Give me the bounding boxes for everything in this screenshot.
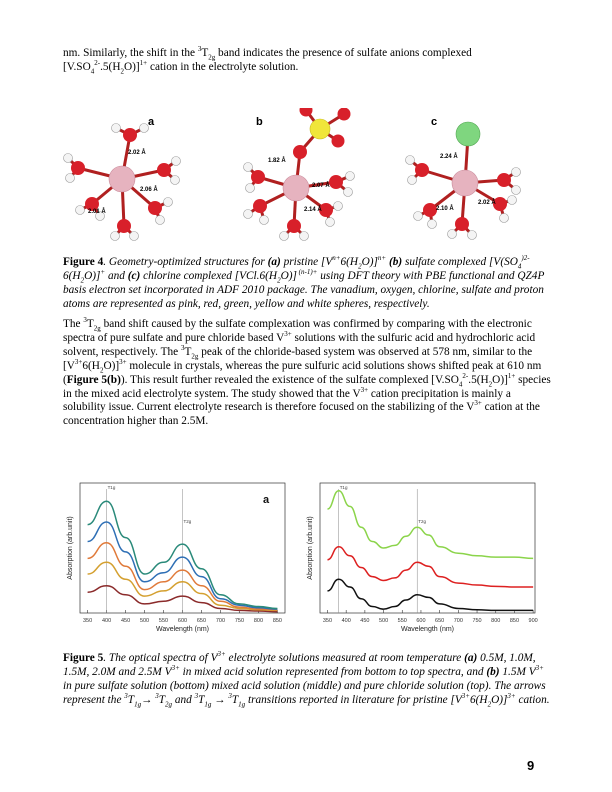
x-tick-label: 550 [158,618,169,624]
bond-length: 2.14 Å [304,207,322,213]
x-tick-label: 400 [341,618,351,624]
x-tick-label: 500 [378,618,389,624]
x-tick-label: 850 [509,618,520,624]
x-tick-label: 850 [272,618,283,624]
series-line-pure-sulfate-solution [327,579,533,610]
x-tick-label: 900 [528,618,538,624]
panel-label-a: a [148,116,155,128]
x-tick-label: 750 [234,618,245,624]
chlorine-atom [456,122,480,146]
bond-length: 2.24 Å [440,154,458,160]
figure-5-caption: Figure 5. The optical spectra of $V^{3+}$ electrolyte solutions measured at room temperature (a) 0.5M, 1.0M, 1.5M, 2.0M and 2.5M $V^{3+}$ in mixed acid solution represented from bottom to top spectra, and (b) 1.5M $V^{3+}$ in pure sulfate solution (bottom) mixed acid solution (middle) and pure chloride solution (top). The arrows represent the $^3T_{1g}\to ^3T_{2g}$ and $^3T_{1g} \to ^3T_{1g}$ transitions reported in literature for pristine $[V^{3+}6(H_2O)]^{3+}$ cation. [63,650,550,708]
page-number: 9 [527,758,535,773]
y-axis-label: Absorption (arb.unit) [307,516,314,580]
molecule-c [406,122,521,240]
x-tick-label: 400 [101,618,112,624]
x-tick-label: 700 [215,618,226,624]
transition-label: T2g [183,519,192,524]
molecule-a [64,124,181,241]
bond-length: 1.82 Å [268,158,286,164]
bond-length: 2.06 Å [140,187,158,193]
sulfur-atom [310,119,330,139]
bond-length: 2.02 Å [478,200,496,206]
transition-label: T1g [339,485,348,490]
panel-label-c: c [431,116,438,128]
x-tick-label: 800 [491,618,501,624]
vanadium-atom-b [283,175,309,201]
panel-label-b: b [256,116,263,128]
x-tick-label: 450 [120,618,131,624]
figure-4-caption: Figure 4. Geometry-optimized structures for (a) pristine $[V^{n+}6(H_2O)]^{n+}$ (b) sulfate complexed [$V(SO_4^{)2-}6(H_2O)]^+$ and (c) chlorine complexed $[VCl.6(H_2O)]$ $^{(n-1)+}$ using DFT theory with PBE functional and QZ4P basis electron set incorporated in ADF 2010 package. The vanadium, oxygen, chlorine, sulfate and proton atoms are represented as pink, red, green, yellow and white spheres, respectively. [63,254,545,310]
x-tick-label: 550 [397,618,407,624]
figure-5a-chart [60,478,295,638]
x-tick-label: 600 [416,618,426,624]
x-tick-label: 650 [196,618,207,624]
intro-paragraph: nm. Similarly, the shift in the $^3T_{2g}$ band indicates the presence of sulfate anions complexed $[V.SO_4^{2-}.5(H_2O)]^{1+}$ cation in the electrolyte solution. [63,45,472,76]
y-axis-label: Absorption (arb.unit) [67,516,74,580]
x-tick-label: 600 [177,618,188,624]
body-paragraph: The $^3T_{2g}$ band shift caused by the sulfate complexation was confirmed by comparing with the electronic spectra of pure sulfate and pure chloride based $V^{3+}$ solutions with the sulfuric acid and hydrochloric acid solvent, respectively. The $^3T_{2g}$ peak of the chloride-based system was observed at 578 nm, similar to the $[V^{3+}6(H_2O)]^{3+}$ molecule in crystals, whereas the pure sulfuric acid solutions shows shifted peak at 610 nm (Figure 5(b)). This result further revealed the existence of the sulfate complexed $[V.SO_4^{2-}.5(H_2O)]^{1+}$ species in the mixed acid electrolyte system. The study showed that the $V^{3+}$ cation precipitation is mainly a solubility issue. Current electrolyte research is therefore focused on the stabilizing of the $V^{3+}$ cation at the concentration higher than 2.5M. [63,316,551,428]
bond-length: 2.02 Å [128,150,146,156]
bond-length: 2.07 Å [312,183,330,189]
series-line-mixed-acid-solution [327,547,533,587]
panel-label: a [263,494,270,506]
plot-frame [320,483,535,613]
x-tick-label: 750 [472,618,482,624]
x-tick-label: 700 [453,618,463,624]
transition-label: T2g [418,519,426,524]
x-tick-label: 650 [435,618,445,624]
x-tick-label: 350 [322,618,333,624]
figure-5b-chart [300,478,540,638]
x-tick-label: 450 [360,618,370,624]
x-tick-label: 350 [82,618,93,624]
transition-label: T1g [107,485,116,490]
x-axis-label: Wavelength (nm) [400,626,455,633]
vanadium-atom-a [109,166,135,192]
x-axis-label: Wavelength (nm) [155,626,210,633]
vanadium-atom-c [452,170,478,196]
bond-length: 2.10 Å [436,206,454,212]
series-line-pure-chloride-solution [327,491,533,559]
x-tick-label: 500 [139,618,150,624]
figure-4-structures [60,108,530,248]
x-tick-label: 800 [253,618,264,624]
bond-length: 2.01 Å [88,209,106,215]
